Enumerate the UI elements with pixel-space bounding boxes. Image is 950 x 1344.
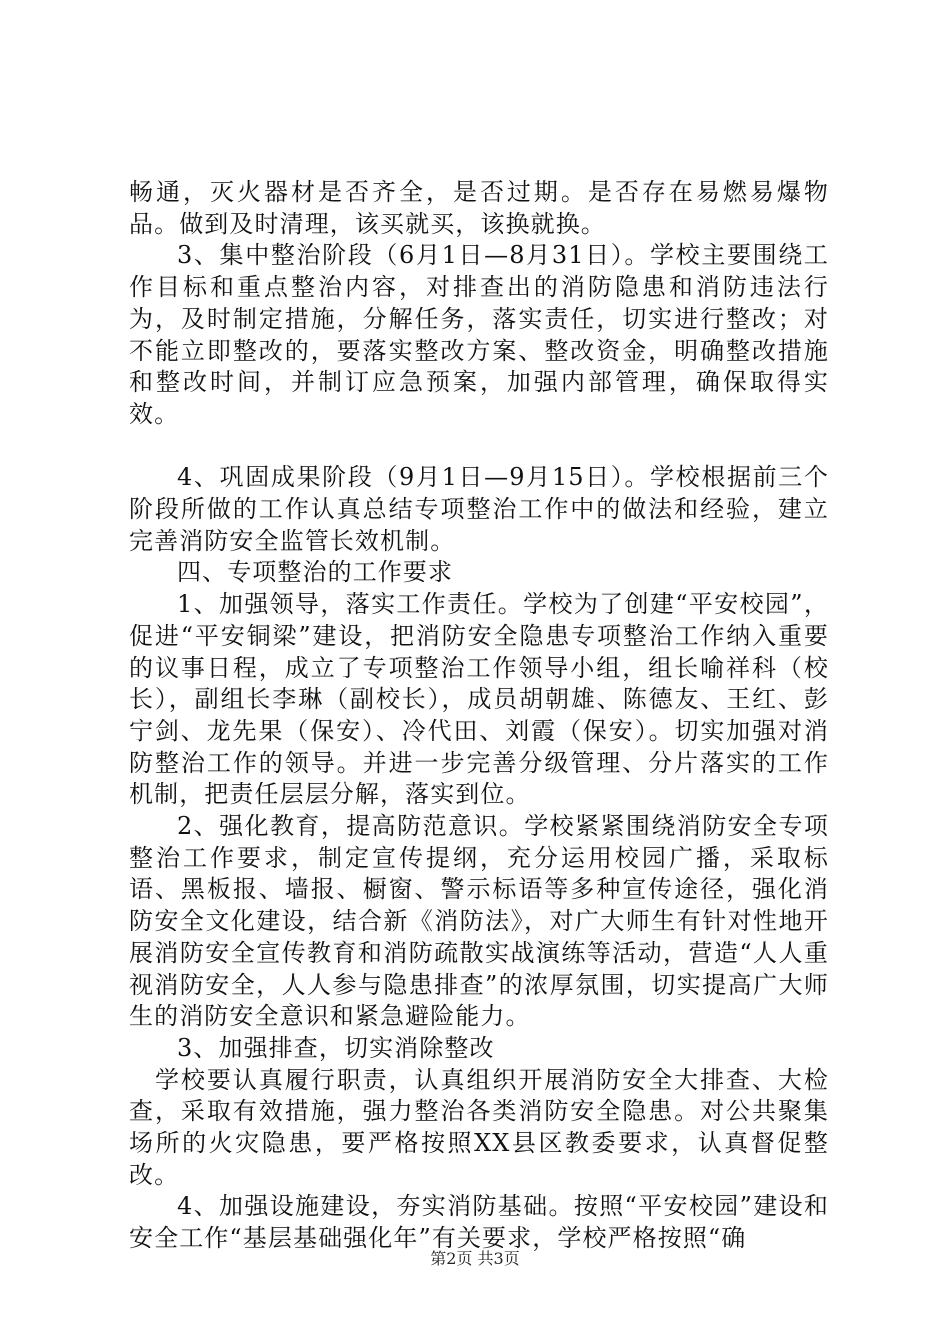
document-body [129,177,829,1255]
page-number-footer: 第2页 共3页 [430,1249,520,1268]
paragraph-stage-3: 3、集中整治阶段（6月1日—8月31日）。学校主要围绕工作目标和重点整治内容，对排查出的消防隐患和消防违法行为，及时制定措施，分解任务，落实责任，切实进行整改；对不能立即整改的，要落实整改方案、整改资金，明确整改措施和整改时间，并制订应急预案，加强内部管理，确保取得实效。 [129,241,829,428]
paragraph-requirement-3: 学校要认真履行职责，认真组织开展消防安全大排查、大检查，采取有效措施，强力整治各类消防安全隐患。对公共聚集场所的火灾隐患，要严格按照XX县区教委要求，认真督促整改。 [129,1065,829,1189]
subheading-requirement-3: 3、加强排查，切实消除整改 [177,1033,495,1062]
section-heading-requirements: 四、专项整治的工作要求 [177,558,454,587]
paragraph-requirement-1: 1、加强领导，落实工作责任。学校为了创建“平安校园”，促进“平安铜梁”建设，把消防安全隐患专项整治工作纳入重要的议事日程，成立了专项整治工作领导小组，组长喻祥科（校长），副组长李琳（副校长），成员胡朝雄、陈德友、王红、彭宁剑、龙先果（保安）、冷代田、刘霞（保安）。切实加强对消防整治工作的领导。并进一步完善分级管理、分片落实的工作机制，把责任层层分解，落实到位。 [129,590,829,809]
paragraph-stage-4: 4、巩固成果阶段（9月1日—9月15日）。学校根据前三个阶段所做的工作认真总结专项整治工作中的做法和经验，建立完善消防安全监管长效机制。 [129,463,829,555]
paragraph-requirement-2: 2、强化教育，提高防范意识。学校紧紧围绕消防安全专项整治工作要求，制定宣传提纲，充分运用校园广播，采取标语、黑板报、墙报、橱窗、警示标语等多种宣传途径，强化消防安全文化建设，结合新《消防法》，对广大师生有针对性地开展消防安全宣传教育和消防疏散实战演练等活动，营造“人人重视消防安全，人人参与隐患排查”的浓厚氛围，切实提高广大师生的消防安全意识和紧急避险能力。 [129,812,829,1031]
paragraph-continuation: 畅通，灭火器材是否齐全，是否过期。是否存在易燃易爆物品。做到及时清理，该买就买，该换就换。 [129,178,829,238]
paragraph-requirement-4: 4、加强设施建设，夯实消防基础。按照“平安校园”建设和安全工作“基层基础强化年”有关要求，学校严格按照“确 [129,1192,829,1253]
